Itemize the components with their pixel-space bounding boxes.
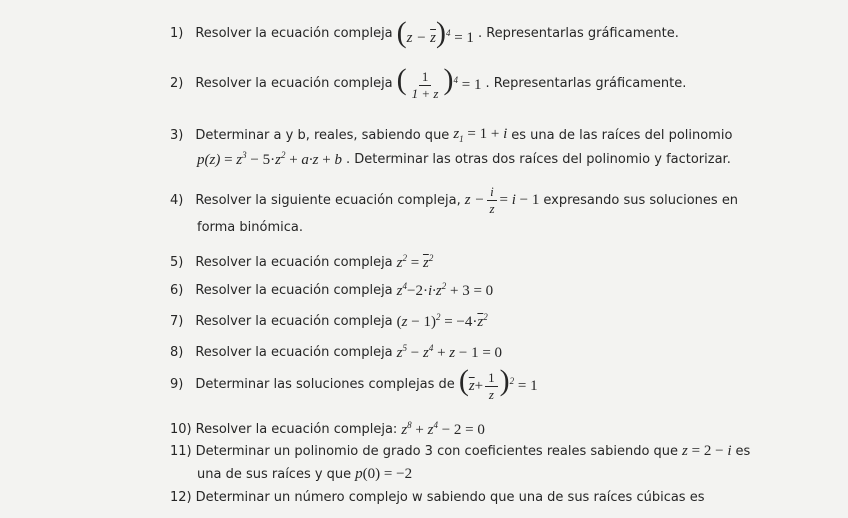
problem-text: Resolver la ecuación compleja [195, 283, 393, 298]
equation-4: z − $\frac{i}{z}$ = i − 1 [464, 184, 540, 216]
problem-text-end: expresando sus soluciones en [543, 193, 739, 208]
problem-text: Resolver la ecuación compleja [195, 345, 393, 360]
equation-3a: $z_1 = 1 + i$ [453, 126, 508, 144]
problem-text: Resolver la ecuación compleja [195, 76, 393, 92]
problem-number: 1) [170, 25, 184, 41]
problem-text-end: es una de las raíces del polinomio [511, 127, 733, 143]
problem-number: 7) [170, 314, 184, 329]
problem-11 [170, 443, 750, 460]
problem-number: 5) [170, 255, 184, 270]
problem-1 [170, 18, 679, 48]
problem-text: Resolver la ecuación compleja [195, 314, 393, 329]
problem-10 [170, 420, 489, 439]
problem-text: Resolver la ecuación compleja [195, 255, 393, 270]
problem-number: 8) [170, 345, 184, 360]
problem-number: 6) [170, 283, 184, 298]
problem-5 [170, 253, 437, 272]
problem-text: Determinar un polinomio de grado 3 con coeficientes reales sabiendo que [195, 444, 679, 459]
problem-3-line2 [197, 150, 731, 169]
problem-8 [170, 343, 506, 362]
problem-text: Resolver la ecuación compleja: [195, 422, 398, 437]
problem-4-line2 [197, 220, 303, 235]
problem-text: Determinar las soluciones complejas de [195, 377, 455, 393]
equation-3b: $p(z) = z^3 - 5\cdot z^2 + a\cdot z + b$ [197, 150, 342, 168]
problem-text-end: . Representarlas gráficamente. [485, 76, 687, 92]
equation-1: $(z - \overline{z})^4 = 1$ [396, 16, 474, 49]
problem-3 [170, 126, 732, 144]
equation-11a: z = 2 − i [682, 443, 732, 459]
equation-10: $z^8 + z^4 - 2 = 0$ [401, 420, 485, 438]
problem-11-line2 [197, 466, 416, 483]
problem-6 [170, 281, 497, 300]
equation-9: ($\overline{z}+$ $\frac{1}{z}$ )$^2$ = 1 [458, 364, 538, 403]
problem-text-cont: forma binómica. [197, 220, 303, 235]
problem-text-cont: . Determinar las otras dos raíces del polinomio y factorizar. [345, 152, 731, 167]
problem-number: 9) [170, 377, 184, 393]
equation-5: $z^2 = \overline{z}^2$ [396, 253, 434, 271]
problem-4 [170, 184, 738, 217]
problem-text: Determinar un número complejo w sabiendo que una de sus raíces cúbicas es [195, 490, 705, 505]
problem-number: 11) [170, 444, 192, 459]
problem-text-end: es [735, 444, 751, 459]
problem-number: 2) [170, 76, 184, 92]
problem-number: 3) [170, 127, 184, 143]
problem-text-end: . Representarlas gráficamente. [477, 25, 679, 41]
equation-8: $z^5 - z^4 + z - 1 = 0$ [396, 343, 503, 361]
problem-9 [170, 366, 542, 403]
problem-text: Resolver la ecuación compleja [195, 25, 393, 41]
problem-text-cont: una de sus raíces y que [197, 467, 352, 482]
problem-number: 12) [170, 490, 192, 505]
equation-2: ( $\frac{1}{1 + z}$ )$^4$ = 1 [396, 63, 482, 102]
problem-number: 4) [170, 193, 184, 208]
problem-text: Determinar a y b, reales, sabiendo que [195, 127, 450, 143]
problem-7 [170, 312, 492, 331]
problem-text: Resolver la siguiente ecuación compleja, [195, 193, 461, 208]
problem-2 [170, 65, 686, 102]
equation-11b: p(0) = −2 [355, 466, 413, 482]
equation-7: $(z - 1)^2 = -4\cdot\overline{z}^2$ [396, 312, 488, 330]
equation-6: $z^4-2\cdot i\cdot z^2 + 3 = 0$ [396, 281, 494, 299]
problem-number: 10) [170, 422, 192, 437]
problem-12 [170, 490, 704, 505]
